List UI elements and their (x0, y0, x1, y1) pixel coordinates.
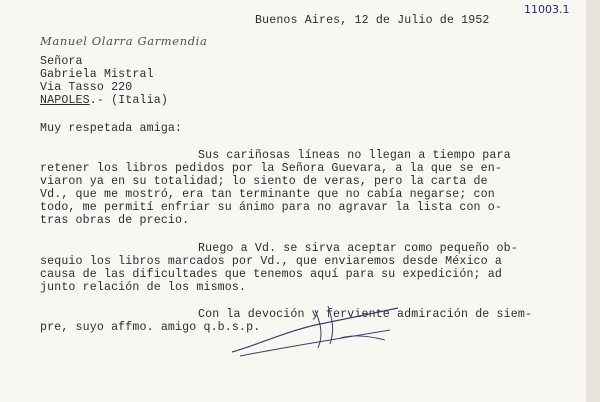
signature-scribble (220, 300, 410, 360)
paragraph1-line: Vd., que me mostró, era tan terminante que no cabía negarse; con (40, 188, 495, 201)
letterhead: Manuel Olarra Garmendia (40, 34, 208, 48)
paragraph1-line: viaron ya en su totalidad; lo siento de veras, pero la carta de (40, 175, 488, 188)
closing-line: Con la devoción y ferviente admiración de siem- (198, 308, 533, 321)
paragraph2-line: sequio los libros marcados por Vd., que enviaremos desde México a (40, 255, 502, 268)
paragraph1-line: tras obras de precio. (40, 214, 190, 227)
paragraph2-line: causa de las dificultades que tenemos aquí para su expedición; ad (40, 268, 502, 281)
paragraph2-line: junto relación de los mismos. (40, 281, 247, 294)
paragraph1-line: Sus cariñosas líneas no llegan a tiempo para (198, 149, 511, 162)
salutation: Muy respetada amiga: (40, 122, 183, 135)
archive-number: 11003.1 (524, 3, 570, 16)
recipient-name: Gabriela Mistral (40, 68, 154, 81)
paragraph1-line: todo, me permití enfriar su ánimo para no agravar la lista con o- (40, 201, 502, 214)
recipient-country: .- (Italia) (89, 94, 168, 107)
closing-line: pre, suyo affmo. amigo q.b.s.p. (40, 321, 261, 334)
recipient-city-line (40, 94, 168, 107)
paragraph2-line: Ruego a Vd. se sirva aceptar como pequeño ob- (198, 242, 518, 255)
recipient-street: Via Tasso 220 (40, 81, 133, 94)
paragraph1-line: retener los libros pedidos por la Señora Guevara, a la que se en- (40, 162, 502, 175)
recipient-city: NAPOLES (40, 94, 90, 107)
recipient-title: Señora (40, 55, 83, 68)
page-edge (586, 0, 600, 402)
place-date: Buenos Aires, 12 de Julio de 1952 (255, 14, 490, 27)
